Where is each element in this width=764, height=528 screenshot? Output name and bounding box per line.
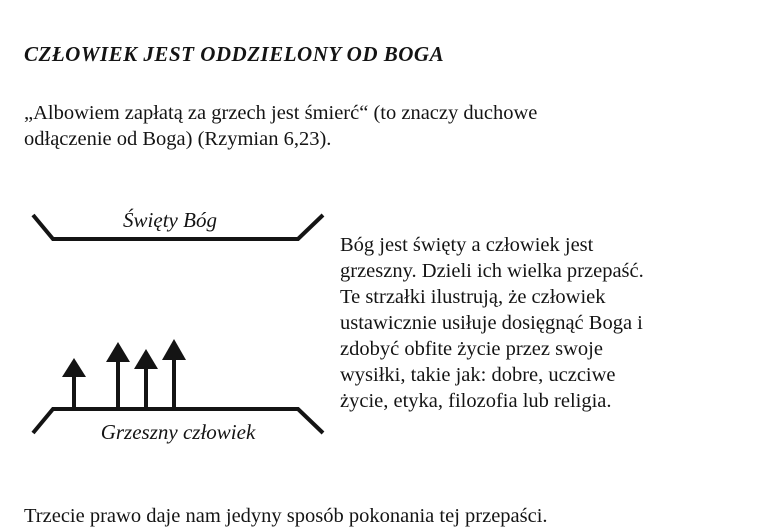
explanation-line: Bóg jest święty a człowiek jest [340,234,594,256]
arrow-up-icon [134,349,158,410]
page-title: CZŁOWIEK JEST ODDZIELONY OD BOGA [24,42,445,67]
quote-line-1: „Albowiem zapłatą za grzech jest śmierć“ (to znaczy duchowe [24,102,538,124]
arrow-up-icon [62,358,86,410]
closing-statement: Trzecie prawo daje nam jedyny sposób pokonania tej przepaści. [24,504,548,527]
man-label: Grzeszny człowiek [100,420,256,444]
explanation-line: ustawicznie usiłuje dosięgnąć Boga i [340,312,643,334]
scripture-quote [24,100,744,152]
separation-diagram [28,205,328,445]
explanation-line: wysiłki, takie jak: dobre, uczciwe [340,364,616,386]
quote-line-2: odłączenie od Boga) (Rzymian 6,23). [24,128,332,150]
diagram-explanation [340,232,740,414]
arrow-up-icon [106,342,130,410]
arrow-up-icon [162,339,186,410]
chasm-illustration [28,205,328,445]
god-label: Święty Bóg [123,208,217,232]
explanation-line: zdobyć obfite życie przez swoje [340,338,603,360]
explanation-line: grzeszny. Dzieli ich wielka przepaść. [340,260,644,282]
effort-arrows [62,339,186,410]
explanation-line: życie, etyka, filozofia lub religia. [340,390,612,412]
explanation-line: Te strzałki ilustrują, że człowiek [340,286,606,308]
